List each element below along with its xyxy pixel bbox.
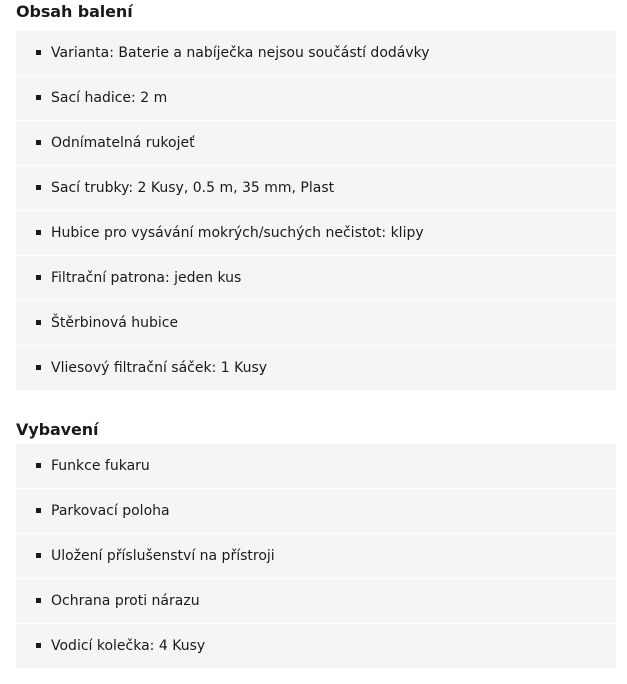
list-item-text: Sací trubky: 2 Kusy, 0.5 m, 35 mm, Plast [51,180,335,196]
bullet-icon [36,598,41,603]
bullet-icon [36,365,41,370]
list-item-text: Vodicí kolečka: 4 Kusy [51,638,206,654]
package-contents-heading: Obsah balení [16,2,133,21]
list-item-text: Ochrana proti nárazu [51,593,200,609]
list-item-text: Sací hadice: 2 m [51,90,168,106]
list-item [16,256,616,301]
list-item [16,31,616,76]
equipment-section [16,418,616,668]
bullet-icon [36,140,41,145]
list-item [16,346,616,390]
equipment-list [16,444,616,668]
package-contents-section [16,0,616,390]
equipment-heading: Vybavení [16,420,99,439]
bullet-icon [36,643,41,648]
list-item-text: Uložení příslušenství na přístroji [51,548,275,564]
list-item [16,211,616,256]
list-item-text: Parkovací poloha [51,503,170,519]
bullet-icon [36,50,41,55]
bullet-icon [36,320,41,325]
list-item [16,166,616,211]
list-item [16,76,616,121]
list-item-text: Hubice pro vysávání mokrých/suchých nečistot: klipy [51,225,424,241]
bullet-icon [36,463,41,468]
list-item-text: Filtrační patrona: jeden kus [51,270,242,286]
bullet-icon [36,553,41,558]
list-item [16,121,616,166]
list-item-text: Odnímatelná rukojeť [51,135,195,151]
list-item [16,444,616,489]
bullet-icon [36,275,41,280]
list-item [16,579,616,624]
bullet-icon [36,185,41,190]
list-item-text: Vliesový filtrační sáček: 1 Kusy [51,360,268,376]
bullet-icon [36,230,41,235]
bullet-icon [36,95,41,100]
list-item [16,624,616,668]
list-item [16,534,616,579]
list-item [16,301,616,346]
package-contents-list [16,31,616,390]
list-item-text: Štěrbinová hubice [51,315,179,331]
list-item-text: Funkce fukaru [51,458,150,474]
list-item [16,489,616,534]
list-item-text: Varianta: Baterie a nabíječka nejsou součástí dodávky [51,45,430,61]
bullet-icon [36,508,41,513]
